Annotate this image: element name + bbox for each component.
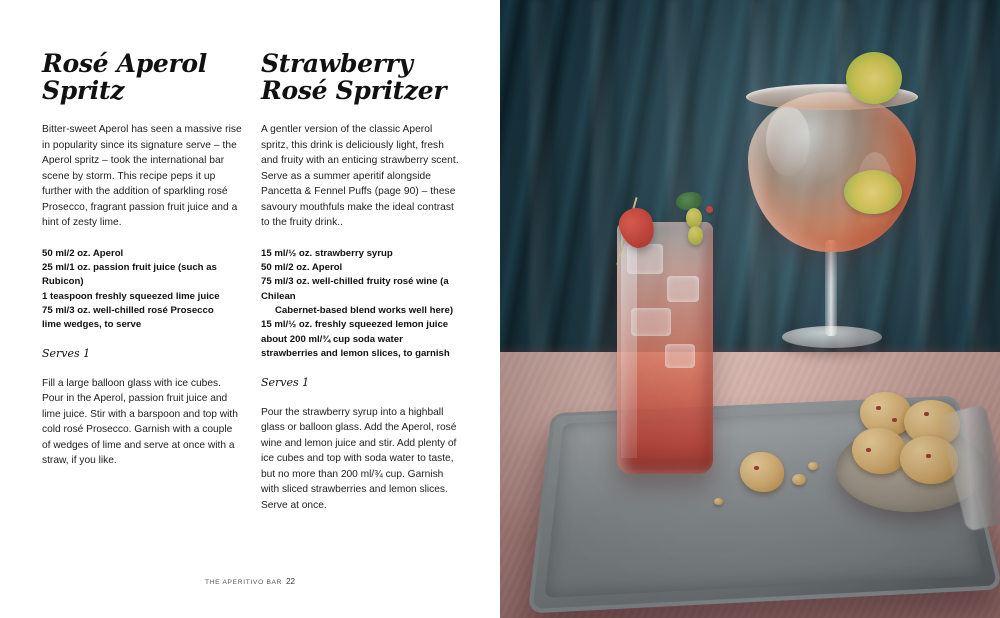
ingredient-item: strawberries and lemon slices, to garnish — [261, 348, 450, 360]
ice-cube — [627, 244, 663, 274]
ice-cube — [667, 276, 699, 302]
ingredient-item: 25 ml/1 oz. passion fruit juice (such as Rubicon) — [42, 261, 220, 288]
pancetta-bit — [876, 406, 881, 410]
ingredient-list-1 — [42, 247, 243, 333]
ingredient-item: 15 ml/½ oz. strawberry syrup — [261, 247, 393, 259]
ingredient-item: lime wedges, to serve — [42, 319, 142, 331]
pancetta-fennel-puff — [852, 428, 906, 474]
ingredient-item: 1 teaspoon freshly squeezed lime juice — [42, 290, 220, 302]
pancetta-bit — [924, 412, 929, 416]
recipe-method-2: Pour the strawberry syrup into a highball glass or balloon glass. Add the Aperol, rosé wine and lemon juice and stir. Add plenty of ice cubes and top with soda water to taste, but no more than 200 ml/¾ cup. Garnish with sliced strawberries and lemon slices. Serve at once. — [261, 406, 457, 511]
recipe-column-1 — [42, 50, 243, 513]
pancetta-bit — [866, 448, 871, 452]
pancetta-bit — [754, 466, 759, 470]
serves-label-2: Serves 1 — [261, 375, 310, 389]
ice-cube — [631, 308, 671, 336]
olive-garnish — [688, 226, 703, 245]
balloon-glass-stem — [825, 240, 837, 336]
recipe-columns — [42, 50, 462, 513]
ingredient-item: about 200 ml/¾ cup soda water — [261, 333, 403, 345]
recipe-title-1: Rosé Aperol Spritz — [42, 49, 207, 105]
crumb — [714, 498, 723, 505]
recipe-photo-page — [500, 0, 1000, 618]
ingredient-item: 50 ml/2 oz. Aperol — [42, 247, 124, 259]
recipe-intro-2: A gentler version of the classic Aperol spritz, this drink is deliciously light, fresh and fruity with an enticing strawberry scent. Serve as a summer aperitif alongside Pancetta & Fennel Puffs (page 90) – these savoury mouthfuls make the ideal contrast to the fruity drink.. — [261, 124, 459, 228]
lime-wheel-garnish — [846, 52, 902, 104]
cherry-garnish — [706, 206, 713, 213]
page-footer — [0, 577, 500, 586]
page-number: 22 — [286, 577, 296, 586]
pancetta-bit — [926, 454, 931, 458]
recipe-method-1: Fill a large balloon glass with ice cubes. Pour in the Aperol, passion fruit juice and lime juice. Stir with a barspoon and top with cold rosé Prosecco. Garnish with a couple of wedges of lime and serve at once with a straw, if you like. — [42, 377, 238, 467]
serves-label-1: Serves 1 — [42, 346, 91, 360]
crumb — [792, 474, 806, 485]
cocktail-photograph — [500, 0, 1000, 618]
pancetta-fennel-puff — [740, 452, 784, 492]
ingredient-item: 75 ml/3 oz. well-chilled rosé Prosecco — [42, 305, 214, 317]
pancetta-bit — [892, 418, 897, 422]
recipe-intro-1: Bitter-sweet Aperol has seen a massive rise in popularity since its signature serve – the Aperol spritz – took the international bar scene by storm. This recipe peps it up further with the addition of sparkling rosé Prosecco, fragrant passion fruit juice and a hint of zesty lime. — [42, 124, 242, 228]
ingredient-item: 75 ml/3 oz. well-chilled fruity rosé wine (a Chilean — [261, 276, 452, 302]
ingredient-item: Cabernet-based blend works well here) — [275, 305, 454, 317]
glass-highlight — [766, 106, 810, 176]
ingredient-item: 50 ml/2 oz. Aperol — [261, 261, 343, 273]
ingredient-list-2 — [261, 247, 462, 362]
highball-glass — [617, 222, 713, 474]
ingredient-item: 15 ml/½ oz. freshly squeezed lemon juice — [261, 319, 449, 331]
lime-wheel-garnish — [844, 170, 902, 214]
ice-cube — [665, 344, 695, 368]
crumb — [808, 462, 818, 470]
footer-section-label: THE APERITIVO BAR — [204, 579, 283, 586]
recipe-column-2 — [261, 50, 462, 513]
recipe-title-2: Strawberry Rosé Spritzer — [261, 49, 447, 105]
olive-garnish — [686, 208, 702, 228]
